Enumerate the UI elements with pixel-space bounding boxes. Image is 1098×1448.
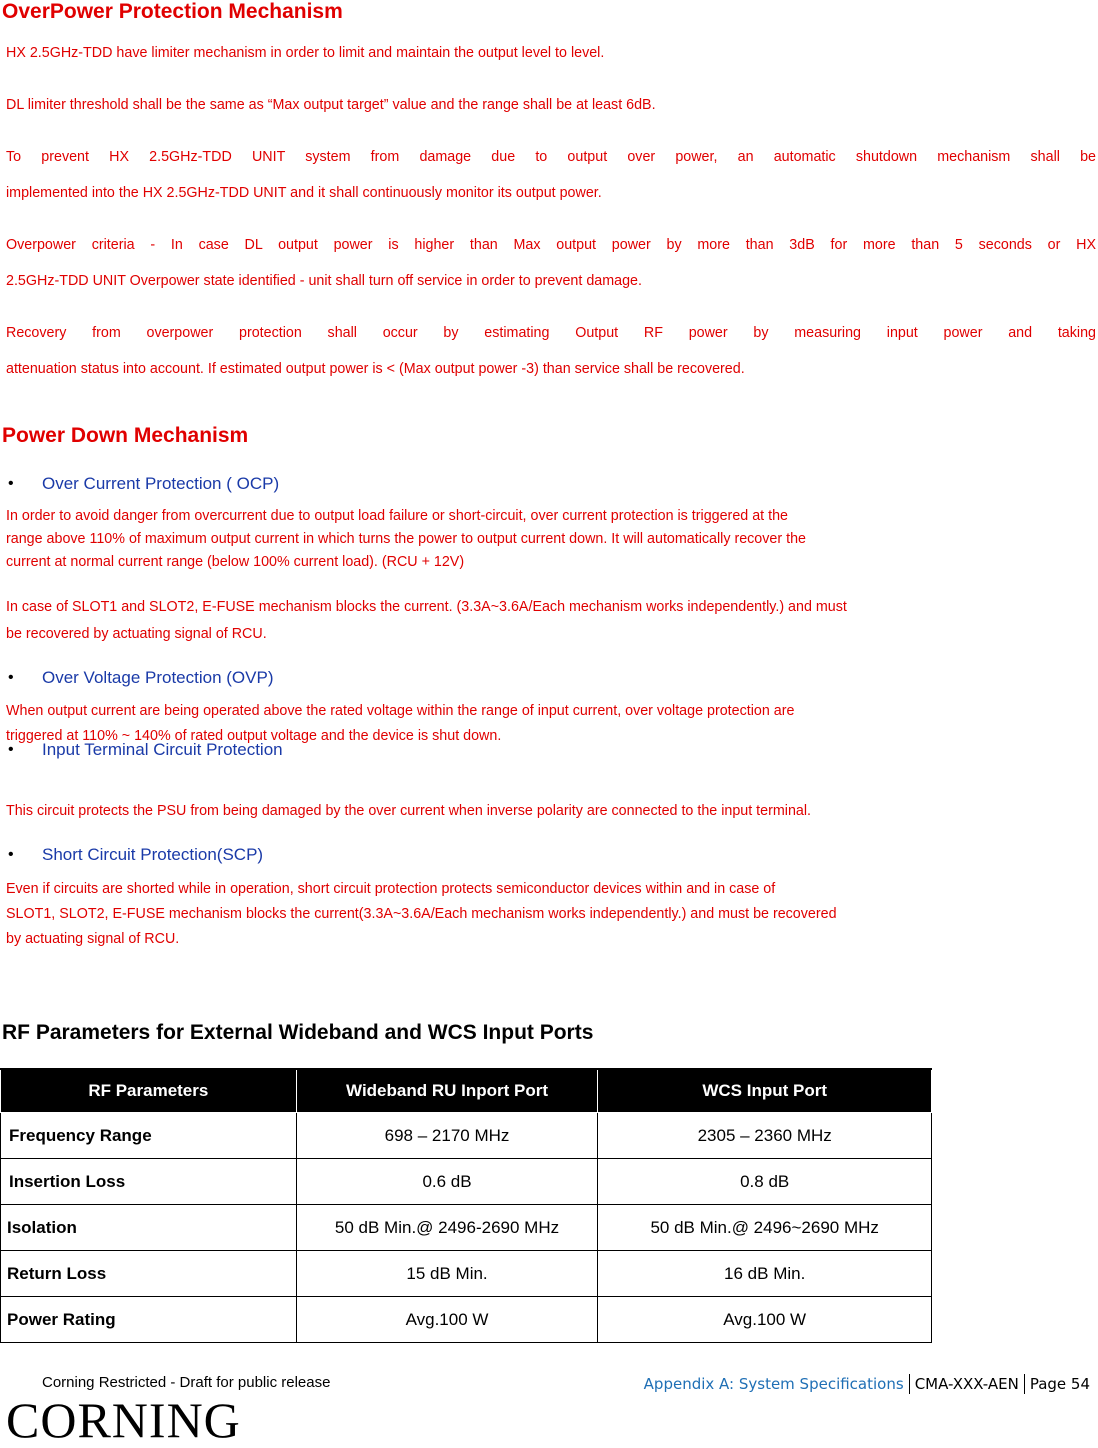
table-cell-label: Isolation [1, 1205, 297, 1251]
table-header-cell: RF Parameters [1, 1069, 297, 1113]
bullet-ocp-label: Over Current Protection ( OCP) [42, 474, 280, 493]
ocp-text-line-2: range above 110% of maximum output current in which turns the power to output current down. It will automatically recover the [6, 531, 806, 547]
footer-page-info [644, 1374, 1090, 1394]
bullet-input-terminal-label: Input Terminal Circuit Protection [42, 740, 283, 759]
ovp-text-line-2: triggered at 110% ~ 140% of rated output voltage and the device is shut down. [6, 728, 502, 744]
ocp-text2-line-2: be recovered by actuating signal of RCU. [6, 626, 267, 642]
bullet-ovp [8, 668, 274, 688]
table-cell-label: Return Loss [1, 1251, 297, 1297]
table-header-cell: WCS Input Port [598, 1069, 932, 1113]
bullet-input-terminal [8, 740, 283, 760]
overpower-paragraph-4-line-2: 2.5GHz-TDD UNIT Overpower state identified - unit shall turn off service in order to prevent damage. [6, 273, 642, 289]
ocp-text-line-3: current at normal current range (below 100% current load). (RCU + 12V) [6, 554, 465, 570]
table-cell: 0.8 dB [598, 1159, 932, 1205]
ocp-text-line-1: In order to avoid danger from overcurrent due to output load failure or short-circuit, over current protection is triggered at the [6, 508, 788, 524]
table-header-row [1, 1069, 932, 1113]
ovp-text-line-1: When output current are being operated above the rated voltage within the range of input current, over voltage protection are [6, 703, 795, 719]
powerdown-section-title: Power Down Mechanism [2, 424, 249, 447]
bullet-dot-icon: • [8, 475, 14, 492]
footer-restricted-notice: Corning Restricted - Draft for public release [42, 1374, 331, 1391]
table-cell-label: Insertion Loss [1, 1159, 297, 1205]
overpower-paragraph-5-line-2: attenuation status into account. If estimated output power is < (Max output power -3) than service shall be recovered. [6, 361, 745, 377]
bullet-ocp [8, 474, 279, 494]
bullet-dot-icon: • [8, 846, 14, 863]
table-row [1, 1205, 932, 1251]
table-cell: 50 dB Min.@ 2496-2690 MHz [296, 1205, 598, 1251]
overpower-section-title: OverPower Protection Mechanism [2, 0, 343, 23]
table-cell: 16 dB Min. [598, 1251, 932, 1297]
rf-parameters-table [0, 1068, 932, 1343]
ocp-text2-line-1: In case of SLOT1 and SLOT2, E-FUSE mechanism blocks the current. (3.3A~3.6A/Each mechanism works independently.) and must [6, 599, 847, 615]
table-row [1, 1159, 932, 1205]
table-cell: Avg.100 W [296, 1297, 598, 1343]
overpower-paragraph-3-line-2: implemented into the HX 2.5GHz-TDD UNIT and it shall continuously monitor its output power. [6, 185, 602, 201]
table-row [1, 1297, 932, 1343]
footer-appendix-link[interactable]: Appendix A: System Specifications [643, 1375, 904, 1393]
bullet-scp-label: Short Circuit Protection(SCP) [42, 845, 264, 864]
overpower-paragraph-2: DL limiter threshold shall be the same as “Max output target” value and the range shall be at least 6dB. [6, 97, 656, 113]
footer-divider [909, 1374, 910, 1394]
table-row [1, 1113, 932, 1159]
table-cell: 698 – 2170 MHz [296, 1113, 598, 1159]
bullet-dot-icon: • [8, 669, 14, 686]
rf-section-title: RF Parameters for External Wideband and WCS Input Ports [2, 1021, 594, 1044]
bullet-dot-icon: • [8, 741, 14, 758]
scp-text-line-1: Even if circuits are shorted while in operation, short circuit protection protects semiconductor devices within and in case of [6, 881, 776, 897]
overpower-paragraph-4-line-1: Overpower criteria - In case DL output power is higher than Max output power by more than 3dB for more than 5 seconds or HX [6, 237, 1096, 253]
bullet-scp [8, 845, 263, 865]
table-header-cell: Wideband RU Inport Port [296, 1069, 598, 1113]
table-cell-label: Frequency Range [1, 1113, 297, 1159]
scp-text-line-3: by actuating signal of RCU. [6, 931, 180, 947]
input-terminal-text-line-1: This circuit protects the PSU from being damaged by the over current when inverse polarity are connected to the input terminal. [6, 803, 812, 819]
scp-text-line-2: SLOT1, SLOT2, E-FUSE mechanism blocks the current(3.3A~3.6A/Each mechanism works independently.) and must be recovered [6, 906, 837, 922]
overpower-paragraph-5-line-1: Recovery from overpower protection shall occur by estimating Output RF power by measuring input power and taking [6, 325, 1096, 341]
table-cell: 50 dB Min.@ 2496~2690 MHz [598, 1205, 932, 1251]
footer-divider [1024, 1374, 1025, 1394]
table-cell-label: Power Rating [1, 1297, 297, 1343]
table-cell: Avg.100 W [598, 1297, 932, 1343]
overpower-paragraph-3-line-1: To prevent HX 2.5GHz-TDD UNIT system from damage due to output over power, an automatic shutdown mechanism shall be [6, 149, 1096, 165]
footer-page-number: Page 54 [1029, 1375, 1090, 1393]
bullet-ovp-label: Over Voltage Protection (OVP) [42, 668, 274, 687]
table-cell: 15 dB Min. [296, 1251, 598, 1297]
footer-doc-id: CMA-XXX-AEN [914, 1375, 1019, 1393]
table-cell: 0.6 dB [296, 1159, 598, 1205]
table-row [1, 1251, 932, 1297]
corning-logo: CORNING [6, 1392, 241, 1448]
table-cell: 2305 – 2360 MHz [598, 1113, 932, 1159]
overpower-paragraph-1: HX 2.5GHz-TDD have limiter mechanism in order to limit and maintain the output level to level. [6, 45, 605, 61]
